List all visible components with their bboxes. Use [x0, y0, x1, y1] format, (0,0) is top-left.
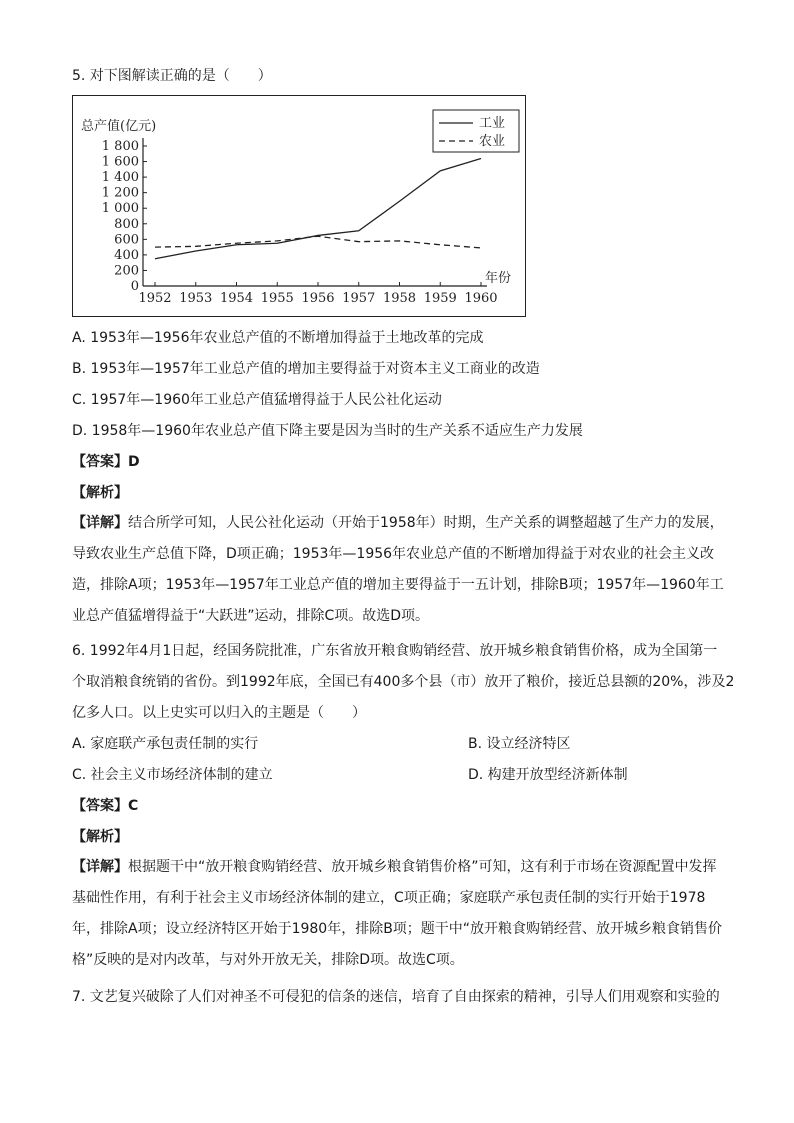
x-tick-label: 1958 [382, 291, 417, 306]
question-6-stem-line-1: 6. 1992年4月1日起，经国务院批准，广东省放开粮食购销经营、放开城乡粮食销售价格，成为全国第一 [72, 643, 718, 659]
question-5-answer: 【答案】D [72, 454, 140, 470]
series-line-industry [155, 158, 481, 258]
x-tick-label: 1954 [219, 291, 254, 306]
output-value-chart [72, 95, 526, 317]
y-tick-label: 1 000 [101, 201, 139, 217]
legend-label: 农业 [479, 134, 506, 149]
y-tick-label: 1 600 [101, 154, 139, 170]
x-tick-label: 1953 [179, 291, 213, 306]
question-6-analysis-label: 【解析】 [72, 829, 128, 845]
y-tick-label: 800 [114, 216, 139, 232]
chart-svg [73, 96, 525, 316]
y-tick-label: 1 200 [101, 185, 139, 201]
question-6-stem-line-2: 个取消粮食统销的省份。到1992年底，全国已有400多个县（市）放开了粮价，接近总县额的20%，涉及2 [72, 674, 735, 690]
question-5-detail-label: 【详解】 [72, 515, 128, 531]
question-6-answer: 【答案】C [72, 798, 139, 814]
x-tick-label: 1955 [260, 291, 294, 306]
y-axis-label: 总产值(亿元) [81, 119, 157, 134]
question-5-detail [72, 508, 724, 632]
question-6-detail-label: 【详解】 [72, 859, 128, 875]
y-tick-label: 1 800 [101, 139, 139, 154]
x-tick-label: 1957 [342, 291, 376, 306]
y-tick-label: 400 [114, 247, 139, 263]
y-tick-label: 0 [130, 279, 139, 294]
question-6-options-row-2 [72, 765, 724, 785]
question-5-stem: 5. 对下图解读正确的是（ ） [72, 68, 272, 84]
x-tick-label: 1959 [423, 291, 457, 306]
x-tick-label: 1956 [301, 291, 335, 306]
question-7-stem: 7. 文艺复兴破除了人们对神圣不可侵犯的信条的迷信，培育了自由探索的精神，引导人们用观察和实验的 [72, 989, 720, 1005]
legend-label: 工业 [479, 116, 506, 131]
question-5-option-a: A. 1953年—1956年农业总产值的不断增加得益于土地改革的完成 [72, 330, 484, 346]
x-tick-label: 1952 [138, 291, 172, 306]
series-line-agriculture [155, 236, 481, 248]
question-6-option-d: D. 构建开放型经济新体制 [468, 767, 628, 783]
question-6-stem-line-3: 亿多人口。以上史实可以归入的主题是（ ） [72, 705, 366, 721]
question-5-option-c: C. 1957年—1960年工业总产值猛增得益于人民公社化运动 [72, 392, 442, 408]
x-axis-label: 年份 [485, 271, 512, 286]
question-6-detail-text: 根据题干中“放开粮食购销经营、放开城乡粮食销售价格”可知，这有利于市场在资源配置中发挥基础性作用，有利于社会主义市场经济体制的建立，C项正确；家庭联产承包责任制的实行开始于1978年，排除A项；设立经济特区开始于1980年，排除B项；题干中“放开粮食购销经营、放开城乡粮食销售价格”反映的是对内改革，与对外开放无关，排除D项。故选C项。 [72, 859, 723, 968]
legend-box [433, 110, 519, 152]
question-6-options-row-1 [72, 734, 724, 754]
question-5-option-d: D. 1958年—1960年农业总产值下降主要是因为当时的生产关系不适应生产力发展 [72, 423, 583, 439]
question-6-option-c: C. 社会主义市场经济体制的建立 [72, 767, 273, 783]
question-5-analysis-label: 【解析】 [72, 485, 128, 501]
question-6-detail [72, 852, 724, 976]
question-6-option-b: B. 设立经济特区 [468, 736, 571, 752]
question-5-option-b: B. 1953年—1957年工业总产值的增加主要得益于对资本主义工商业的改造 [72, 361, 540, 377]
x-tick-label: 1960 [464, 291, 498, 306]
question-6-option-a: A. 家庭联产承包责任制的实行 [72, 736, 259, 752]
y-tick-label: 200 [114, 263, 139, 279]
y-tick-label: 1 400 [101, 170, 139, 186]
y-tick-label: 600 [114, 232, 139, 248]
question-5-detail-text: 结合所学可知，人民公社化运动（开始于1958年）时期，生产关系的调整超越了生产力的发展，导致农业生产总值下降，D项正确；1953年—1956年农业总产值的不断增加得益于对农业的社会主义改造，排除A项；1953年—1957年工业总产值的增加主要得益于一五计划，排除B项；1957年—1960年工业总产值猛增得益于“大跃进”运动，排除C项。故选D项。 [72, 515, 724, 624]
